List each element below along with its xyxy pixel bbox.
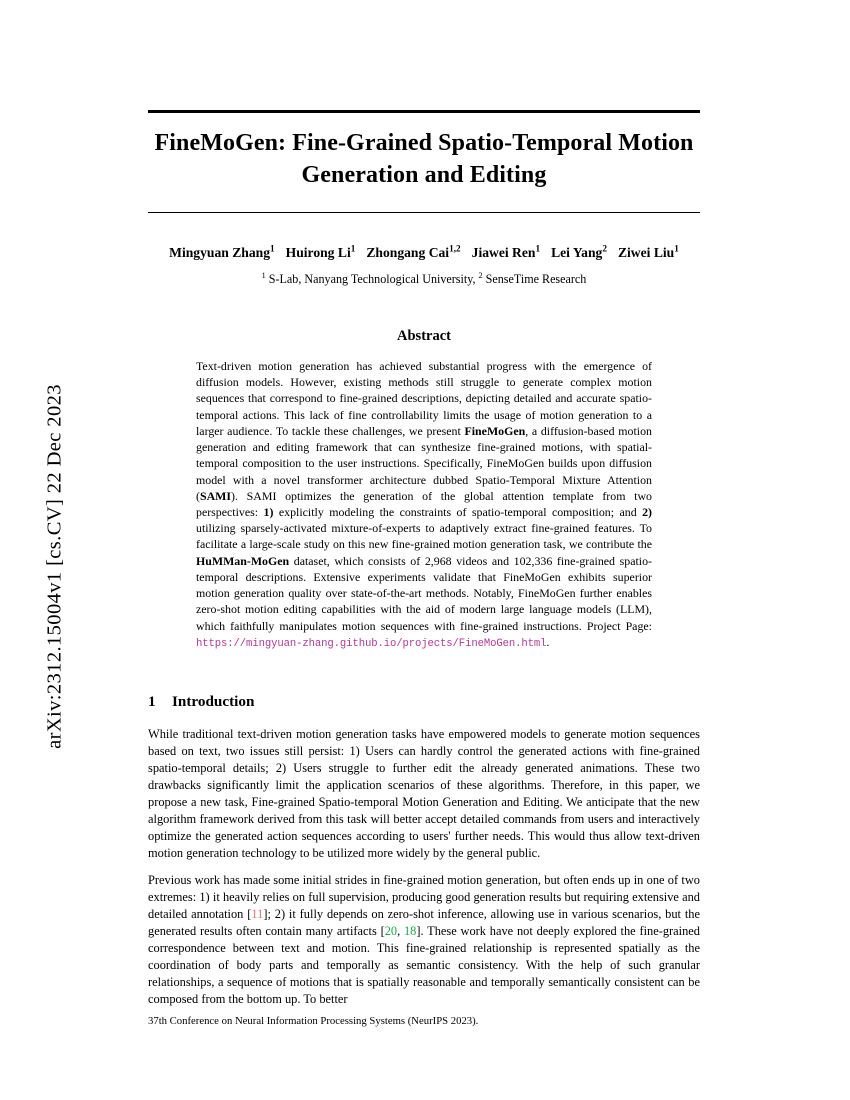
top-rule — [148, 110, 700, 113]
paragraph-text: ]. These work have not deeply explored the fine-grained correspondence between text and motion. This fine-grained relationship is represented spatially as the coordination of body parts and temporally as semantic consistency. With the help of such granular relationships, a sequence of motions that is spatially reasonable and temporally semantically consistent can be composed from the bottom up. To better — [148, 923, 700, 1006]
intro-paragraph-2 — [148, 872, 700, 1008]
abstract-bold-finemogen: FineMoGen — [464, 423, 526, 438]
author-name: Huirong Li — [285, 244, 351, 260]
paragraph-text: ]; 2) it fully depends on zero-shot inference, allowing use in various scenarios, but the generated results often contain many artifacts [ — [148, 906, 701, 938]
section-title: Introduction — [172, 693, 255, 710]
author-name: Mingyuan Zhang — [169, 244, 270, 260]
abstract-bold-item2: 2) — [642, 504, 653, 519]
abstract-bold-item1: 1) — [263, 504, 274, 519]
abstract-bold-sami: SAMI — [199, 488, 232, 503]
section-number: 1 — [148, 693, 156, 710]
abstract-text: dataset, which consists of 2,968 videos and 102,336 fine-grained spatio-temporal descriptions. Extensive experiments validate that FineMoGen exhibits superior motion generation quality over state-of-the-art methods. Notably, FineMoGen further enables zero-shot motion editing capabilities with the aid of modern large language models (LLM), which faithfully manipulates motion sequences with fine-grained instructions. Project Page: — [196, 553, 652, 633]
citation-ref[interactable]: 20 — [384, 923, 398, 938]
author-entry — [366, 245, 460, 260]
author-name: Lei Yang — [551, 244, 603, 260]
page-title: FineMoGen: Fine-Grained Spatio-Temporal Motion Generation and Editing — [154, 130, 694, 188]
paragraph-text: Previous work has made some initial strides in fine-grained motion generation, but often ends up in one of two extremes: 1) it heavily relies on full supervision, producing good generation results but requiring extensive and detailed annotation [ — [148, 873, 700, 921]
affil-marker-1: 1 — [261, 271, 266, 280]
paper-page — [148, 0, 700, 1100]
author-list — [148, 243, 700, 261]
paragraph-text: , — [397, 923, 404, 938]
section-heading-introduction — [148, 693, 700, 711]
abstract-text: , a diffusion-based motion generation and editing framework that can synthesize fine-grained motions, with spatial-temporal composition to the user instructions. Specifically, FineMoGen builds upon diffusion model with a novel transformer architecture dubbed Spatio-Temporal Mixture Attention ( — [196, 423, 652, 503]
citation-ref[interactable]: 11 — [251, 906, 264, 921]
project-page-link[interactable]: https://mingyuan-zhang.github.io/projects/FineMoGen.html — [196, 637, 547, 650]
affiliation-line — [148, 271, 700, 287]
author-name: Zhongang Cai — [366, 244, 450, 260]
author-entry — [472, 245, 540, 260]
author-name: Jiawei Ren — [471, 244, 536, 260]
abstract-text: . — [546, 634, 550, 649]
citation-ref[interactable]: 18 — [403, 923, 417, 938]
arxiv-stamp: arXiv:2312.15004v1 [cs.CV] 22 Dec 2023 — [43, 384, 66, 749]
intro-paragraph-1: While traditional text-driven motion generation tasks have empowered models to generate motion sequences based on text, two issues still persist: 1) Users can hardly control the generated actions with fine-grained spatio-temporal details; 2) Users struggle to further edit the already generated animations. These two drawbacks significantly limit the application scenarios of these algorithms. Therefore, in this paper, we propose a new task, Fine-grained Spatio-temporal Motion Generation and Editing. We anticipate that the new algorithm framework derived from this task will better accept detailed commands from users and interactively optimize the generated action sequences according to users' further needs. This would thus allow text-driven motion generation technology to be utilized more widely by the general public. — [148, 727, 700, 860]
author-affil-marker: 2 — [602, 243, 607, 253]
author-entry — [169, 245, 274, 260]
author-entry — [551, 245, 607, 260]
abstract-body — [196, 358, 652, 651]
abstract-heading: Abstract — [397, 328, 451, 344]
title-divider — [148, 212, 700, 213]
abstract-bold-dataset: HuMMan-MoGen — [196, 553, 290, 568]
conference-footnote: 37th Conference on Neural Information Processing Systems (NeurIPS 2023). — [148, 1015, 479, 1027]
author-affil-marker: 1 — [270, 243, 275, 253]
author-affil-marker: 1,2 — [449, 243, 461, 253]
author-affil-marker: 1 — [674, 243, 679, 253]
affil-marker-2: 2 — [478, 271, 483, 280]
author-entry — [286, 245, 356, 260]
author-entry — [618, 245, 679, 260]
author-affil-marker: 1 — [535, 243, 541, 253]
affil-text-1: S-Lab, Nanyang Technological University, — [265, 272, 479, 287]
abstract-text: explicitly modeling the constraints of spatio-temporal composition; and — [273, 504, 643, 519]
author-name: Ziwei Liu — [617, 244, 675, 260]
affil-text-2: SenseTime Research — [482, 272, 587, 287]
abstract-text: utilizing sparsely-activated mixture-of-experts to adaptively extract fine-grained features. To facilitate a large-scale study on this new fine-grained motion generation task, we contribute the — [196, 521, 652, 552]
abstract-text: Text-driven motion generation has achieved substantial progress with the emergence of diffusion models. However, existing methods still struggle to generate complex motion sequences that correspond to fine-grained descriptions, depicting detailed and accurate spatio-temporal actions. This lack of fine controllability limits the usage of motion generation to a larger audience. To tackle these challenges, we present — [196, 359, 652, 438]
abstract-text: ). SAMI optimizes the generation of the global attention template from two perspectives: — [196, 488, 652, 519]
author-affil-marker: 1 — [350, 243, 356, 253]
